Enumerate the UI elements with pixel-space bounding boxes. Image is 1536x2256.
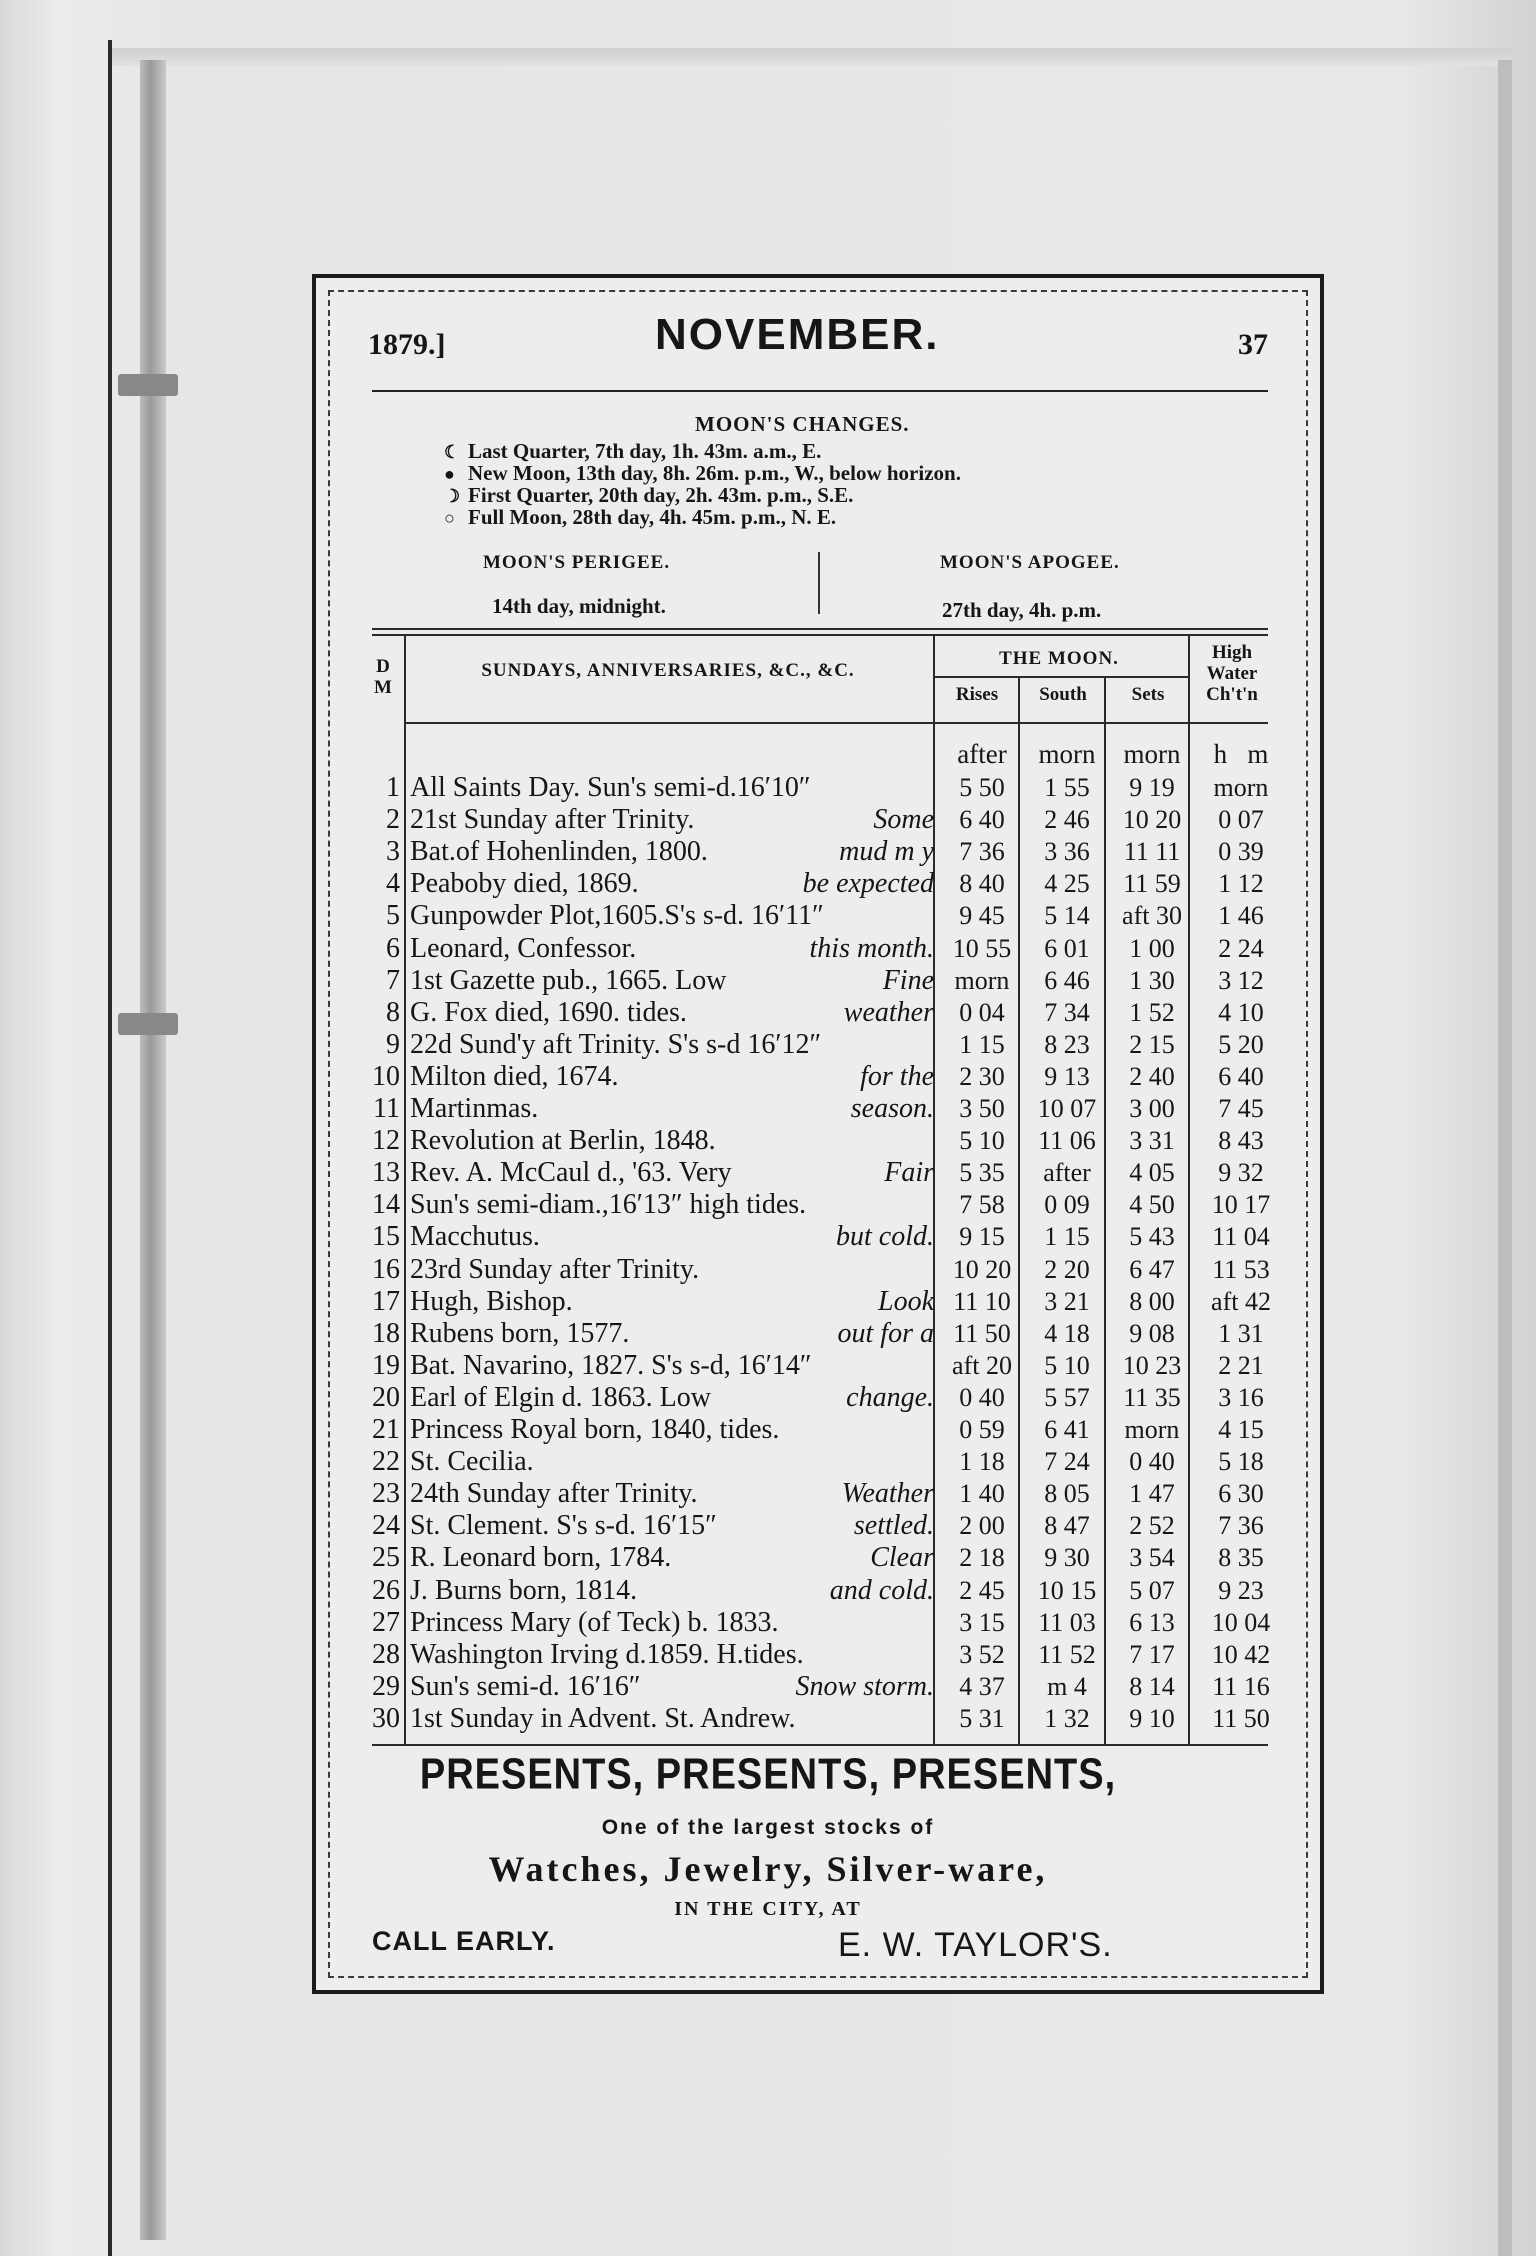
table-row bbox=[370, 1286, 1270, 1318]
moon-south: 5 14 bbox=[1044, 901, 1090, 931]
moon-south: 4 18 bbox=[1044, 1318, 1090, 1348]
day-number: 17 bbox=[372, 1285, 400, 1317]
day-number: 11 bbox=[373, 1093, 400, 1124]
day-description: Sun's semi-diam.,16′13″ high tides. bbox=[410, 1189, 807, 1221]
moon-sets: 3 54 bbox=[1129, 1543, 1175, 1573]
moon-south: 5 57 bbox=[1044, 1382, 1090, 1412]
moon-sets: 0 40 bbox=[1129, 1447, 1175, 1477]
day-number: 3 bbox=[386, 836, 400, 868]
header-bottom-rule bbox=[406, 722, 1268, 724]
day-description: 21st Sunday after Trinity. bbox=[410, 804, 695, 836]
day-number: 14 bbox=[372, 1189, 400, 1221]
table-row bbox=[370, 804, 1270, 836]
day-number: 13 bbox=[372, 1157, 400, 1189]
table-row bbox=[370, 868, 1270, 900]
moon-sets: 7 17 bbox=[1129, 1639, 1175, 1669]
moon-south: 6 01 bbox=[1044, 933, 1090, 963]
table-row bbox=[370, 1125, 1270, 1157]
day-description: Bat. Navarino, 1827. S's s-d, 16′14″ bbox=[410, 1349, 812, 1381]
day-number: 5 bbox=[386, 900, 400, 932]
moon-rises: 3 52 bbox=[959, 1639, 1005, 1669]
ad-stocks-line: One of the largest stocks of bbox=[601, 1816, 935, 1839]
moon-change-full-moon: ○ Full Moon, 28th day, 4h. 45m. p.m., N. E. bbox=[444, 505, 837, 529]
page-number: 37 bbox=[1238, 328, 1268, 361]
moon-sets: 11 59 bbox=[1123, 869, 1181, 899]
weather-note: change. bbox=[846, 1381, 934, 1413]
moon-rises: 1 18 bbox=[959, 1447, 1005, 1477]
day-number: 25 bbox=[372, 1542, 400, 1574]
moon-subheader-rule bbox=[935, 676, 1189, 678]
table-row bbox=[370, 1189, 1270, 1221]
table-row bbox=[370, 1478, 1270, 1510]
table-row bbox=[370, 1607, 1270, 1639]
moon-south: 8 05 bbox=[1044, 1479, 1090, 1509]
high-water: 10 42 bbox=[1211, 1639, 1271, 1669]
day-number: 10 bbox=[372, 1060, 400, 1092]
day-number: 23 bbox=[372, 1478, 400, 1510]
high-water: 8 35 bbox=[1218, 1543, 1264, 1573]
page-right-edge bbox=[1498, 60, 1512, 2256]
day-description: Martinmas. bbox=[410, 1093, 539, 1124]
day-description: R. Leonard born, 1784. bbox=[410, 1542, 672, 1574]
day-description: Peaboby died, 1869. bbox=[410, 868, 639, 900]
moon-sets: 3 00 bbox=[1129, 1094, 1175, 1123]
day-number: 2 bbox=[386, 804, 400, 836]
moon-sets: 5 43 bbox=[1129, 1222, 1175, 1252]
high-water: 11 53 bbox=[1212, 1254, 1270, 1284]
table-row bbox=[370, 900, 1270, 932]
moon-south: 6 46 bbox=[1044, 965, 1090, 995]
weather-note: Fair bbox=[884, 1157, 934, 1189]
high-water: 11 16 bbox=[1212, 1671, 1270, 1701]
high-water: 6 30 bbox=[1218, 1479, 1264, 1509]
moon-sets: 6 47 bbox=[1129, 1254, 1175, 1284]
new-moon-icon: ● bbox=[444, 464, 455, 484]
day-number: 29 bbox=[372, 1670, 400, 1702]
table-row bbox=[370, 1414, 1270, 1446]
high-water: 4 15 bbox=[1218, 1415, 1264, 1444]
first-quarter-icon: ☽ bbox=[444, 486, 461, 506]
moon-sets: 2 40 bbox=[1129, 1061, 1175, 1091]
high-water: 2 24 bbox=[1218, 933, 1264, 963]
day-number: 16 bbox=[372, 1253, 400, 1285]
moon-sets: 5 07 bbox=[1129, 1575, 1175, 1605]
moon-south: 3 36 bbox=[1044, 837, 1090, 867]
day-description: G. Fox died, 1690. tides. bbox=[410, 996, 687, 1028]
moon-sets: 4 05 bbox=[1129, 1158, 1175, 1188]
weather-note: be expected bbox=[802, 868, 934, 900]
moon-change-new-moon: ● New Moon, 13th day, 8h. 26m. p.m., W., below horizon. bbox=[444, 461, 961, 485]
perigee-apogee-divider bbox=[818, 552, 820, 614]
day-description: Macchutus. bbox=[410, 1221, 540, 1253]
table-row bbox=[370, 997, 1270, 1029]
moon-sets: 11 11 bbox=[1123, 837, 1181, 867]
day-description: Washington Irving d.1859. H.tides. bbox=[410, 1638, 804, 1670]
day-description: Rubens born, 1577. bbox=[410, 1317, 630, 1349]
table-top-rule bbox=[372, 628, 1268, 630]
weather-note: this month. bbox=[809, 932, 934, 964]
moon-sets: 4 50 bbox=[1129, 1190, 1175, 1220]
header-rule bbox=[372, 390, 1268, 392]
moon-rises: 10 20 bbox=[952, 1254, 1012, 1284]
weather-note: weather bbox=[843, 996, 934, 1028]
moon-rises: 9 45 bbox=[959, 901, 1005, 931]
day-description: 22d Sund'y aft Trinity. S's s-d 16′12″ bbox=[410, 1028, 822, 1060]
perigee-label: MOON'S PERIGEE. bbox=[483, 552, 671, 573]
day-description: St. Clement. S's s-d. 16′15″ bbox=[410, 1510, 717, 1542]
weather-note: season. bbox=[850, 1093, 934, 1124]
day-number: 6 bbox=[386, 932, 400, 964]
day-number: 30 bbox=[372, 1702, 400, 1734]
moon-south: 9 13 bbox=[1044, 1061, 1090, 1091]
high-water: 7 36 bbox=[1218, 1511, 1264, 1541]
binding-clip-top bbox=[118, 374, 178, 396]
moon-rises: 2 30 bbox=[959, 1061, 1005, 1091]
table-row bbox=[370, 1703, 1270, 1735]
day-number: 21 bbox=[372, 1414, 400, 1445]
units-row: after morn morn h m bbox=[957, 739, 1269, 769]
moon-south: 1 32 bbox=[1044, 1703, 1090, 1733]
moon-sets: 10 20 bbox=[1122, 805, 1182, 835]
moon-sets: 9 19 bbox=[1129, 773, 1175, 802]
page-left-edge bbox=[108, 40, 112, 2256]
moon-sets: 1 00 bbox=[1129, 933, 1175, 963]
weather-note: Some bbox=[873, 804, 934, 836]
moon-sets: 6 13 bbox=[1129, 1607, 1175, 1637]
high-water: 1 12 bbox=[1218, 869, 1264, 899]
moon-rises: 5 10 bbox=[959, 1126, 1005, 1156]
day-number: 1 bbox=[386, 772, 400, 803]
table-row bbox=[370, 1221, 1270, 1253]
weather-note: settled. bbox=[853, 1510, 934, 1542]
moon-sets: 9 08 bbox=[1129, 1318, 1175, 1348]
day-number: 12 bbox=[372, 1125, 400, 1157]
high-water: 11 04 bbox=[1212, 1222, 1270, 1252]
moon-rises: 1 15 bbox=[959, 1029, 1005, 1059]
high-water: 4 10 bbox=[1218, 997, 1264, 1027]
moon-south: 10 07 bbox=[1037, 1094, 1097, 1123]
day-description: Sun's semi-d. 16′16″ bbox=[410, 1670, 641, 1702]
table-top-rule-2 bbox=[372, 634, 1268, 636]
weather-note: Weather bbox=[841, 1478, 934, 1510]
moon-sets: morn bbox=[1124, 1415, 1180, 1444]
high-water: 3 12 bbox=[1218, 965, 1264, 995]
moon-sets: 10 23 bbox=[1122, 1350, 1182, 1380]
high-water: 6 40 bbox=[1218, 1061, 1264, 1091]
table-row bbox=[370, 1639, 1270, 1671]
moon-south: 11 03 bbox=[1038, 1607, 1096, 1637]
moon-sets: 2 52 bbox=[1129, 1511, 1175, 1541]
day-number: 24 bbox=[372, 1510, 400, 1542]
day-description: Milton died, 1674. bbox=[410, 1060, 619, 1092]
moon-rises: 5 50 bbox=[959, 773, 1005, 802]
weather-note: and cold. bbox=[829, 1574, 934, 1606]
moon-sets: 11 35 bbox=[1123, 1382, 1181, 1412]
moon-south: 4 25 bbox=[1044, 869, 1090, 899]
moon-south: 8 47 bbox=[1044, 1511, 1090, 1541]
weather-note: Fine bbox=[882, 964, 934, 996]
ad-headline: PRESENTS, PRESENTS, PRESENTS, bbox=[419, 1750, 1117, 1800]
table-row bbox=[370, 1350, 1270, 1382]
day-description: J. Burns born, 1814. bbox=[410, 1574, 638, 1606]
day-description: Gunpowder Plot,1605.S's s-d. 16′11″ bbox=[410, 900, 824, 932]
perigee-value: 14th day, midnight. bbox=[492, 594, 666, 618]
table-row bbox=[370, 1671, 1270, 1703]
day-number: 18 bbox=[372, 1317, 400, 1349]
high-water: 7 45 bbox=[1218, 1094, 1264, 1123]
day-number: 9 bbox=[386, 1028, 400, 1060]
table-row bbox=[370, 1510, 1270, 1542]
day-number: 8 bbox=[386, 996, 400, 1028]
day-number: 20 bbox=[372, 1381, 400, 1413]
table-row bbox=[370, 933, 1270, 965]
day-description: Revolution at Berlin, 1848. bbox=[410, 1125, 716, 1157]
moon-sets: aft 30 bbox=[1122, 901, 1182, 931]
moon-south: 7 34 bbox=[1044, 997, 1090, 1027]
moon-south: 2 20 bbox=[1044, 1254, 1090, 1284]
month-title: NOVEMBER. bbox=[655, 310, 940, 359]
moon-rises: 2 45 bbox=[959, 1575, 1005, 1605]
table-row bbox=[370, 965, 1270, 997]
table-row bbox=[370, 1093, 1270, 1125]
moon-rises: 9 15 bbox=[959, 1222, 1005, 1252]
day-description: Leonard, Confessor. bbox=[410, 932, 637, 964]
moon-sets: 1 52 bbox=[1129, 997, 1175, 1027]
moon-south: 5 10 bbox=[1044, 1350, 1090, 1380]
weather-note: Snow storm. bbox=[795, 1670, 934, 1702]
page-top-edge bbox=[112, 48, 1512, 66]
moon-south: 3 21 bbox=[1044, 1286, 1090, 1316]
weather-note: Look bbox=[878, 1285, 934, 1317]
apogee-label: MOON'S APOGEE. bbox=[940, 552, 1120, 573]
col-header-rises: Rises bbox=[955, 684, 999, 705]
weather-note: out for a bbox=[837, 1317, 934, 1349]
moon-rises: 3 15 bbox=[959, 1607, 1005, 1637]
apogee-value: 27th day, 4h. p.m. bbox=[942, 598, 1102, 622]
moon-sets: 8 14 bbox=[1129, 1671, 1175, 1701]
col-header-dm: D M bbox=[374, 656, 392, 698]
moon-south: 8 23 bbox=[1044, 1029, 1090, 1059]
moon-rises: 8 40 bbox=[959, 869, 1005, 899]
moon-rises: 10 55 bbox=[952, 933, 1012, 963]
moon-sets: 8 00 bbox=[1129, 1286, 1175, 1316]
day-description: Rev. A. McCaul d., '63. Very bbox=[410, 1157, 732, 1189]
day-number: 28 bbox=[372, 1638, 400, 1670]
ad-call-early: CALL EARLY. bbox=[372, 1926, 556, 1956]
moon-rises: 7 36 bbox=[959, 837, 1005, 867]
table-row bbox=[370, 1446, 1270, 1478]
moon-sets: 1 30 bbox=[1129, 965, 1175, 995]
col-header-high-water: High Water Ch't'n bbox=[1206, 642, 1258, 705]
moon-rises: 0 59 bbox=[959, 1415, 1005, 1444]
moon-south: 11 52 bbox=[1038, 1639, 1096, 1669]
moon-rises: 5 31 bbox=[959, 1703, 1005, 1733]
moon-south: 1 15 bbox=[1044, 1222, 1090, 1252]
binding-clip-middle bbox=[118, 1013, 178, 1035]
high-water: 3 16 bbox=[1218, 1382, 1264, 1412]
high-water: 0 07 bbox=[1218, 805, 1264, 835]
high-water: 0 39 bbox=[1218, 837, 1264, 867]
moon-rises: 2 18 bbox=[959, 1543, 1005, 1573]
high-water: 10 17 bbox=[1211, 1190, 1271, 1220]
moon-rises: 4 37 bbox=[959, 1671, 1005, 1701]
day-description: All Saints Day. Sun's semi-d.16′10″ bbox=[410, 772, 811, 803]
moon-south: 10 15 bbox=[1037, 1575, 1097, 1605]
col-header-sets: Sets bbox=[1131, 684, 1165, 705]
moon-rises: aft 20 bbox=[952, 1350, 1012, 1380]
year-label: 1879.] bbox=[368, 328, 446, 361]
ad-products-line: Watches, Jewelry, Silver-ware, bbox=[488, 1849, 1048, 1889]
moon-south: 7 24 bbox=[1044, 1447, 1090, 1477]
moon-changes-title: MOON'S CHANGES. bbox=[695, 412, 910, 436]
high-water: 9 23 bbox=[1218, 1575, 1264, 1605]
moon-sets: 2 15 bbox=[1129, 1029, 1175, 1059]
moon-south: 0 09 bbox=[1044, 1190, 1090, 1220]
day-description: 1st Sunday in Advent. St. Andrew. bbox=[410, 1702, 796, 1734]
high-water: 9 32 bbox=[1218, 1158, 1264, 1188]
moon-south: m 4 bbox=[1047, 1671, 1087, 1701]
moon-rises: 0 04 bbox=[959, 997, 1005, 1027]
ad-merchant-name: E. W. TAYLOR'S. bbox=[838, 1926, 1113, 1964]
moon-south: 6 41 bbox=[1044, 1415, 1090, 1444]
moon-change-first-quarter: ☽ First Quarter, 20th day, 2h. 43m. p.m., S.E. bbox=[444, 483, 854, 507]
moon-rises: 1 40 bbox=[959, 1479, 1005, 1509]
moon-rises: 7 58 bbox=[959, 1190, 1005, 1220]
moon-south: 9 30 bbox=[1044, 1543, 1090, 1573]
full-moon-icon: ○ bbox=[444, 508, 455, 528]
moon-sets: 1 47 bbox=[1129, 1479, 1175, 1509]
day-number: 22 bbox=[372, 1446, 400, 1478]
moon-rises: 11 50 bbox=[953, 1318, 1011, 1348]
day-number: 4 bbox=[386, 868, 400, 900]
table-row bbox=[370, 1382, 1270, 1414]
day-description: Bat.of Hohenlinden, 1800. bbox=[410, 836, 708, 868]
day-description: Princess Mary (of Teck) b. 1833. bbox=[410, 1606, 779, 1638]
moon-rises: 5 35 bbox=[959, 1158, 1005, 1188]
high-water: 1 31 bbox=[1218, 1318, 1264, 1348]
weather-note: Clear bbox=[870, 1542, 934, 1574]
col-header-south: South bbox=[1039, 684, 1087, 705]
high-water: 8 43 bbox=[1218, 1126, 1264, 1156]
moon-south: 2 46 bbox=[1044, 805, 1090, 835]
table-row bbox=[370, 1575, 1270, 1607]
table-bottom-rule bbox=[372, 1744, 1268, 1746]
day-description: 1st Gazette pub., 1665. Low bbox=[410, 964, 727, 996]
table-row bbox=[370, 1254, 1270, 1286]
moon-south: 1 55 bbox=[1044, 773, 1090, 802]
table-row bbox=[370, 1029, 1270, 1061]
col-header-description: SUNDAYS, ANNIVERSARIES, &C., &C. bbox=[481, 660, 855, 681]
table-row bbox=[370, 772, 1270, 804]
day-description: 23rd Sunday after Trinity. bbox=[410, 1253, 700, 1285]
moon-south: after bbox=[1043, 1158, 1091, 1188]
high-water: aft 42 bbox=[1211, 1286, 1271, 1316]
day-description: St. Cecilia. bbox=[410, 1446, 534, 1478]
weather-note: mud m y bbox=[839, 836, 934, 868]
moon-rises: 6 40 bbox=[959, 805, 1005, 835]
moon-rises: 2 00 bbox=[959, 1511, 1005, 1541]
high-water: 1 46 bbox=[1218, 901, 1264, 931]
high-water: morn bbox=[1213, 773, 1269, 802]
last-quarter-icon: ☾ bbox=[444, 442, 461, 462]
weather-note: for the bbox=[860, 1060, 934, 1092]
moon-south: 11 06 bbox=[1038, 1126, 1096, 1156]
moon-sets: 3 31 bbox=[1129, 1126, 1175, 1156]
high-water: 5 18 bbox=[1218, 1447, 1264, 1477]
table-row bbox=[370, 1061, 1270, 1093]
table-row bbox=[370, 1318, 1270, 1350]
day-number: 15 bbox=[372, 1221, 400, 1253]
table-row bbox=[370, 836, 1270, 868]
day-description: 24th Sunday after Trinity. bbox=[410, 1478, 698, 1510]
day-number: 7 bbox=[386, 964, 400, 996]
moon-rises: 0 40 bbox=[959, 1382, 1005, 1412]
day-description: Princess Royal born, 1840, tides. bbox=[410, 1414, 780, 1445]
day-number: 26 bbox=[372, 1574, 400, 1606]
moon-sets: 9 10 bbox=[1129, 1703, 1175, 1733]
table-row bbox=[370, 1542, 1270, 1574]
moon-change-last-quarter: ☾ Last Quarter, 7th day, 1h. 43m. a.m., E. bbox=[444, 439, 822, 463]
day-description: Hugh, Bishop. bbox=[410, 1285, 573, 1317]
col-header-the-moon: THE MOON. bbox=[999, 648, 1119, 669]
high-water: 5 20 bbox=[1218, 1029, 1264, 1059]
moon-rises: 3 50 bbox=[959, 1094, 1005, 1123]
moon-rises: 11 10 bbox=[953, 1286, 1011, 1316]
high-water: 2 21 bbox=[1218, 1350, 1264, 1380]
high-water: 10 04 bbox=[1211, 1607, 1271, 1637]
day-description: Earl of Elgin d. 1863. Low bbox=[410, 1381, 711, 1413]
table-row bbox=[370, 1157, 1270, 1189]
high-water: 11 50 bbox=[1212, 1703, 1270, 1733]
day-number: 19 bbox=[372, 1349, 400, 1381]
weather-note: but cold. bbox=[836, 1221, 934, 1253]
ad-city-line: IN THE CITY, AT bbox=[674, 1898, 862, 1920]
moon-rises: morn bbox=[954, 965, 1010, 995]
day-number: 27 bbox=[372, 1606, 400, 1638]
